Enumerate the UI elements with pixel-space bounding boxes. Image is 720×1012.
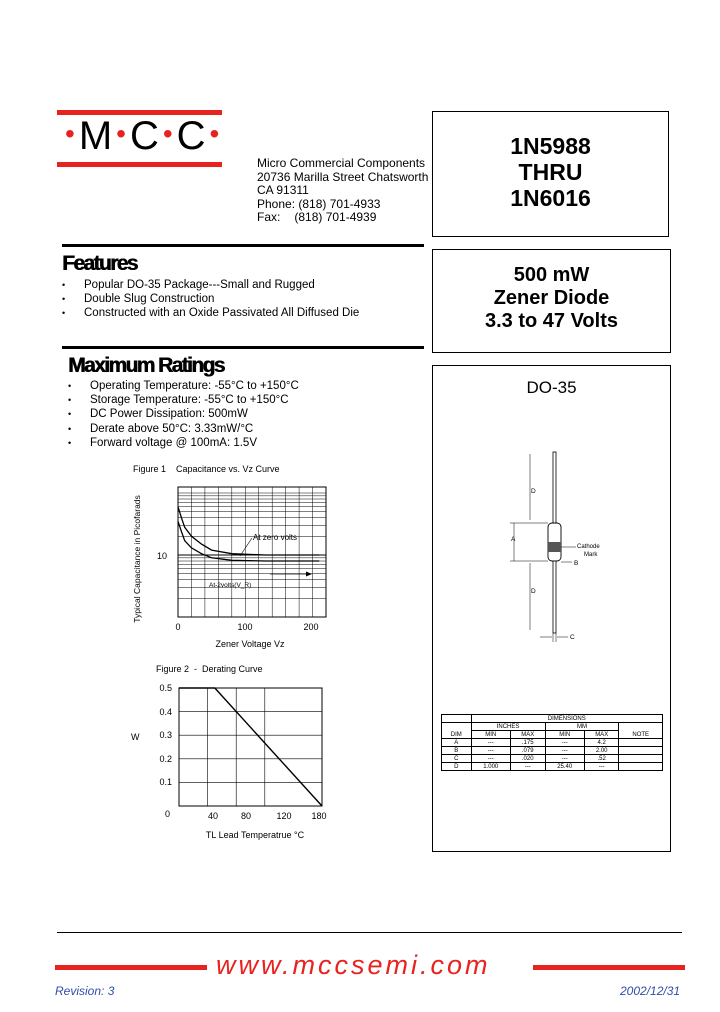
fig1-ytick: 10 — [156, 551, 167, 561]
cell: D — [442, 763, 472, 771]
cell: C — [442, 755, 472, 763]
dim-label-a: A — [511, 536, 516, 543]
mm-header: MM — [545, 723, 619, 731]
list-item: • Operating Temperature: -55°C to +150°C — [68, 379, 299, 393]
cell: --- — [545, 739, 584, 747]
table-row — [442, 747, 663, 755]
dimensions-table — [441, 714, 663, 771]
fig1-annotation-2v: At-2volts(V_R) — [209, 582, 252, 589]
company-name: Micro Commercial Components — [257, 156, 426, 170]
footer-bar-right — [533, 965, 685, 970]
part-line3: 1N6016 — [510, 185, 591, 211]
dimensions-title: DIMENSIONS — [471, 715, 662, 723]
figure1-title: Figure 1 Capacitance vs. Vz Curve — [133, 464, 280, 474]
table-corner — [442, 715, 472, 723]
dim-header: DIM — [442, 723, 472, 739]
footer-bar-left — [55, 965, 207, 970]
dim-label-d-bottom: D — [531, 588, 536, 595]
fig2-ytick-0: 0 — [164, 809, 170, 819]
part-line1: 1N5988 — [510, 133, 591, 159]
desc-line3: 3.3 to 47 Volts — [484, 310, 618, 332]
figure1-series — [178, 507, 319, 577]
desc-line1: 500 mW — [513, 264, 590, 286]
ratings-list — [68, 379, 299, 450]
desc-line2: Zener Diode — [493, 287, 610, 309]
inches-header: INCHES — [471, 723, 545, 731]
fax-number: (818) 701-4939 — [294, 210, 377, 225]
fig2-ytick-04: 0.4 — [159, 707, 172, 717]
table-row — [442, 755, 663, 763]
logo-letter-c1: C — [129, 114, 160, 158]
features-divider — [62, 244, 424, 247]
mark-label: Mark — [584, 552, 598, 558]
company-city: CA 91311 — [257, 183, 309, 198]
date-label: 2002/12/31 — [620, 984, 681, 998]
fig2-ytick-03: 0.3 — [159, 730, 172, 740]
fig2-xtick-80: 80 — [240, 811, 252, 821]
footer-rule — [57, 932, 682, 933]
cell: .175 — [510, 739, 545, 747]
fig1-xtick-200: 200 — [303, 622, 319, 632]
fig1-series-line-0 — [178, 507, 319, 555]
fig1-arrowhead — [306, 572, 312, 577]
cell — [619, 755, 663, 763]
fig2-ytick-01: 0.1 — [159, 777, 172, 787]
cell: 4.2 — [584, 739, 619, 747]
logo-letter-c2: C — [176, 114, 207, 158]
fig1-xtick-100: 100 — [237, 622, 253, 632]
cell: --- — [584, 763, 619, 771]
website-link[interactable]: www.mccsemi.com — [216, 950, 491, 980]
cell: 25.40 — [545, 763, 584, 771]
list-item: • Double Slug Construction — [62, 292, 359, 306]
cell — [619, 739, 663, 747]
dim-label-d-top: D — [531, 488, 536, 495]
part-line2: THRU — [518, 159, 583, 185]
table-row — [442, 739, 663, 747]
cell: .079 — [510, 747, 545, 755]
list-item: • Constructed with an Oxide Passivated All Diffused Die — [62, 306, 359, 320]
inch-max-header: MAX — [510, 731, 545, 739]
list-item: • DC Power Dissipation: 500mW — [68, 407, 299, 421]
cell: B — [442, 747, 472, 755]
fig2-xtick-180: 180 — [311, 811, 327, 821]
fig2-xtick-40: 40 — [207, 811, 219, 821]
figure2-chart — [125, 680, 340, 840]
cell: --- — [545, 747, 584, 755]
list-item: • Popular DO-35 Package---Small and Rugged — [62, 278, 359, 292]
list-item: • Derate above 50°C: 3.33mW/°C — [68, 422, 299, 436]
figure1-frame — [178, 487, 326, 617]
mm-min-header: MIN — [545, 731, 584, 739]
cell: --- — [471, 739, 510, 747]
cell: --- — [471, 747, 510, 755]
lead-top — [553, 452, 556, 524]
ratings-divider — [62, 346, 424, 349]
features-title: Features — [62, 252, 137, 275]
package-name: DO-35 — [526, 378, 577, 397]
list-item: • Forward voltage @ 100mA: 1.5V — [68, 436, 299, 450]
fig2-xlabel: TL Lead Temperatrue °C — [205, 830, 305, 840]
dim-label-b: B — [574, 560, 579, 567]
list-item: • Storage Temperature: -55°C to +150°C — [68, 393, 299, 407]
part-number-box — [432, 111, 669, 237]
cathode-band — [548, 542, 561, 552]
fig1-arrow-zero — [240, 538, 252, 556]
cell: .52 — [584, 755, 619, 763]
revision-label: Revision: 3 — [55, 984, 115, 998]
cell: --- — [510, 763, 545, 771]
cell — [619, 747, 663, 755]
features-list — [62, 278, 359, 321]
company-fax — [257, 211, 428, 225]
figure1-chart — [120, 478, 335, 653]
fig2-ytick-02: 0.2 — [159, 754, 172, 764]
lead-bottom — [553, 561, 556, 633]
cell: 2.00 — [584, 747, 619, 755]
cell: --- — [545, 755, 584, 763]
company-address — [257, 157, 428, 225]
fig2-series-line-0 — [179, 688, 322, 806]
description-box — [432, 249, 671, 353]
figure2-series — [179, 688, 322, 806]
figure2-frame — [179, 688, 322, 806]
fig2-xtick-120: 120 — [276, 811, 292, 821]
dim-label-c: C — [570, 634, 575, 641]
cell — [619, 763, 663, 771]
cell: 1.000 — [471, 763, 510, 771]
fig1-xlabel: Zener Voltage Vz — [215, 639, 285, 649]
fig1-xtick-0: 0 — [175, 622, 181, 632]
figure2-grid — [179, 688, 322, 806]
ratings-title: Maximum Ratings — [68, 354, 224, 377]
fig1-ylabel: Typical Capacitance in Picofarads — [132, 495, 142, 623]
company-phone: Phone: (818) 701-4933 — [257, 196, 381, 211]
figure2-title: Figure 2 - Derating Curve — [156, 664, 263, 674]
cell: --- — [471, 755, 510, 763]
table-row — [442, 763, 663, 771]
fig2-ytick-05: 0.5 — [159, 683, 172, 693]
logo-letter-m: M — [78, 114, 114, 158]
fax-label: Fax: — [257, 210, 281, 225]
cell: .020 — [510, 755, 545, 763]
mcc-logo: •M •C •C • — [65, 114, 221, 158]
inch-min-header: MIN — [471, 731, 510, 739]
cathode-label: Cathode — [577, 544, 600, 550]
logo-bottom-bar — [57, 162, 222, 167]
package-drawing — [500, 450, 610, 650]
figure1-grid — [178, 487, 326, 617]
mm-max-header: MAX — [584, 731, 619, 739]
fig2-ylabel: W — [131, 732, 140, 742]
fig1-annotation-zero: At zero volts — [253, 533, 298, 542]
note-header: NOTE — [619, 723, 663, 739]
company-street: 20736 Marilla Street Chatsworth — [257, 169, 429, 184]
cell: A — [442, 739, 472, 747]
